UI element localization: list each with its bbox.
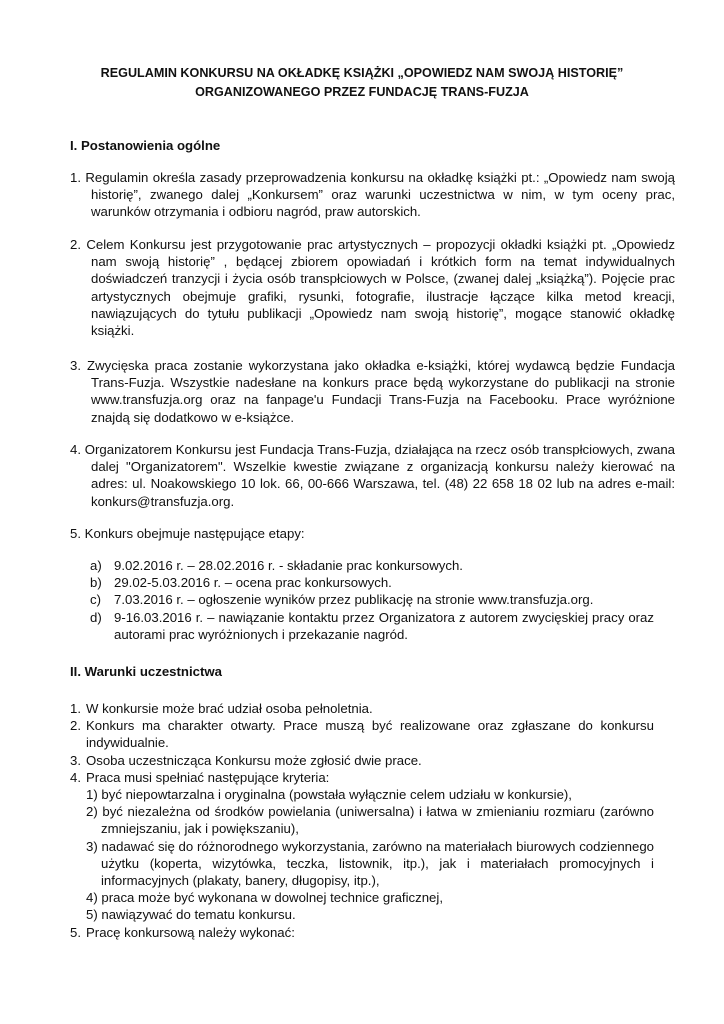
- list-text: Pracę konkursową należy wykonać:: [86, 924, 295, 940]
- list-number: 2.: [70, 718, 81, 734]
- criteria-item: [70, 838, 654, 890]
- criteria-item: [70, 803, 654, 837]
- list-item: [70, 717, 654, 751]
- criteria-text: 4) praca może być wykonana w dowolnej technice graficznej,: [86, 890, 443, 906]
- stage-letter: b): [90, 575, 102, 591]
- criteria-item: [70, 786, 654, 803]
- document-title: [70, 64, 654, 101]
- stage-item: [90, 574, 654, 591]
- criteria-text: 2) być niezależna od środków powielania (uniwersalna) i łatwa w zmienianiu rozmiaru (zarówno zmniejszaniu, jak i powiększaniu),: [86, 804, 654, 837]
- section-heading-general-provisions: I. Postanowienia ogólne: [70, 138, 221, 153]
- criteria-item: [70, 889, 654, 906]
- criteria-text: 3) nadawać się do różnorodnego wykorzystania, zarówno na materiałach biurowych codziennego użytku (koperta, wizytówka, teczka, listownik, itp.), jak i materiałach promocyjnych i informacyjnych (plakaty, banery, długopisy, itp.),: [86, 838, 654, 889]
- list-item: [70, 700, 654, 717]
- list-number: 3.: [70, 752, 81, 768]
- paragraph-3: 3. Zwycięska praca zostanie wykorzystana jako okładka e-książki, której wydawcą będzie Fundacja Trans-Fuzja. Wszystkie nadesłane na konkurs prace będą wykorzystane do publikacji na stronie www.transfuzja.org oraz na fanpage'u Fundacji Trans-Fuzja na Facebooku. Prace wyróżnione znajdą się dodatkowo w e-książce.: [70, 358, 675, 425]
- list-item: [70, 752, 654, 769]
- stage-text: 7.03.2016 r. – ogłoszenie wyników przez publikację na stronie www.transfuzja.org.: [114, 592, 594, 608]
- stage-item: [90, 591, 654, 608]
- stages-list: [90, 557, 654, 643]
- section-heading-participation: II. Warunki uczestnictwa: [70, 664, 222, 679]
- list-text: Konkurs ma charakter otwarty. Prace muszą być realizowane oraz zgłaszane do konkursu indywidualnie.: [86, 718, 654, 751]
- criteria-text: 1) być niepowtarzalna i oryginalna (powstała wyłącznie celem udziału w konkursie),: [86, 787, 572, 803]
- list-item: [70, 769, 654, 786]
- list-text: Praca musi spełniać następujące kryteria:: [86, 769, 330, 785]
- stage-item: [90, 557, 654, 574]
- stage-text: 9-16.03.2016 r. – nawiązanie kontaktu przez Organizatora z autorem zwycięskiej pracy oraz autorami prac wyróżnionych i przekazanie nagród.: [114, 609, 654, 642]
- stage-letter: c): [90, 592, 101, 608]
- criteria-text: 5) nawiązywać do tematu konkursu.: [86, 907, 296, 923]
- title-line-2: ORGANIZOWANEGO PRZEZ FUNDACJĘ TRANS-FUZJA: [195, 84, 529, 99]
- stage-text: 29.02-5.03.2016 r. – ocena prac konkursowych.: [114, 575, 392, 591]
- paragraph-4: 4. Organizatorem Konkursu jest Fundacja Trans-Fuzja, działająca na rzecz osób transpłciowych, zwana dalej "Organizatorem". Wszelkie kwestie związane z organizacją konkursu należy kierować na adres: ul. Noakowskiego 10 lok. 66, 00-666 Warszawa, tel. (48) 22 658 18 02 lub na adres e-mail: konkurs@transfuzja.org.: [70, 442, 675, 509]
- stage-text: 9.02.2016 r. – 28.02.2016 r. - składanie prac konkursowych.: [114, 558, 463, 573]
- stage-letter: a): [90, 558, 102, 573]
- list-text: Osoba uczestnicząca Konkursu może zgłosić dwie prace.: [86, 752, 422, 768]
- paragraph-2: 2. Celem Konkursu jest przygotowanie prac artystycznych – propozycji okładki książki pt. „Opowiedz nam swoją historię” , będącej zbiorem opowiadań i krótkich form na temat indywidualnych doświadczeń tranzycji i życia osób transpłciowych w Polsce, (zwanej dalej „książką”). Pojęcie prac artystycznych obejmuje grafiki, rysunki, fotografie, ilustracje łączące kilka metod kreacji, nawiązujących do tytułu publikacji „Opowiedz nam swoją historię”, mogące stanowić okładkę książki.: [70, 237, 675, 339]
- participation-list: [70, 700, 654, 941]
- list-text: W konkursie może brać udział osoba pełnoletnia.: [86, 701, 373, 716]
- title-line-1: REGULAMIN KONKURSU NA OKŁADKĘ KSIĄŻKI „OPOWIEDZ NAM SWOJĄ HISTORIĘ”: [100, 66, 624, 80]
- paragraph-5: 5. Konkurs obejmuje następujące etapy:: [70, 526, 305, 541]
- stage-letter: d): [90, 609, 102, 625]
- criteria-item: [70, 906, 654, 923]
- list-item: [70, 924, 654, 941]
- list-number: 1.: [70, 701, 81, 716]
- stage-item: [90, 609, 654, 643]
- list-number: 5.: [70, 924, 81, 940]
- paragraph-1: 1. Regulamin określa zasady przeprowadzenia konkursu na okładkę książki pt.: „Opowiedz nam swoją historię”, zwanego dalej „Konkursem” oraz warunki uczestnictwa w nim, w tym oceny prac, warunków otrzymania i odbioru nagród, praw autorskich.: [70, 170, 675, 220]
- list-number: 4.: [70, 769, 81, 785]
